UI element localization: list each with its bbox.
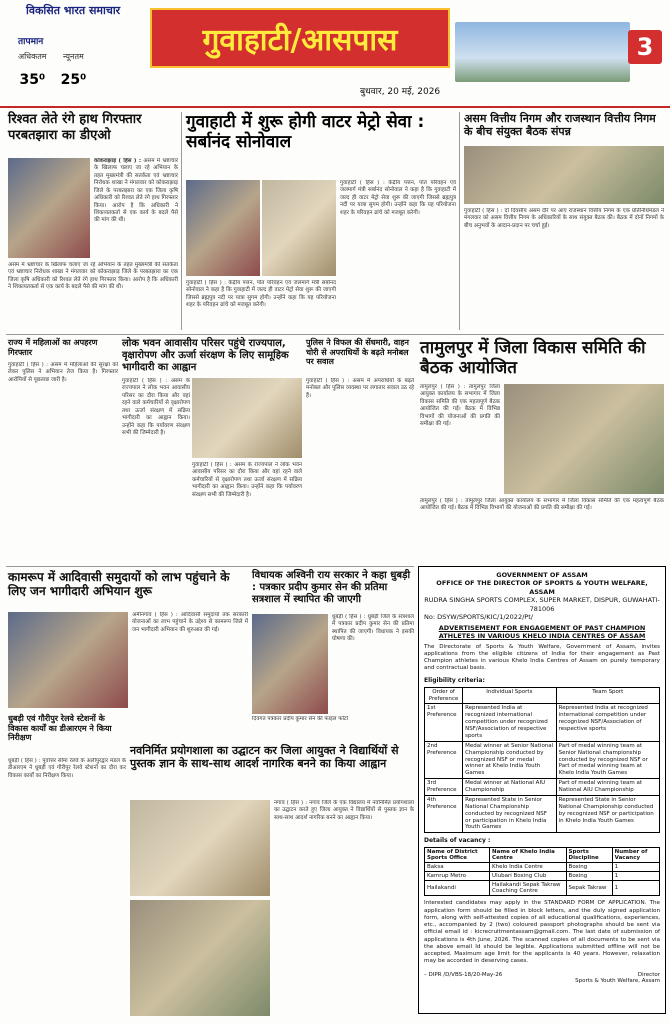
column-rule <box>459 112 460 330</box>
pref-cell: 2nd Preference <box>425 741 463 778</box>
cell: Ulubari Boxing Club <box>490 872 567 881</box>
story-6-headline: पुलिस ने विफल की सेंधमारी, वाहन चोरी से अपराधियों के बढ़ते मनोबल पर सवाल <box>306 338 409 367</box>
ad-footer <box>424 972 660 984</box>
story-11-body: नगांव ( हिंस ) : नगांव जिले के एक विद्यालय में नवनिर्मित प्रयोगशाला का उद्घाटन करते हुए जिला आयुक्त ने विद्यार्थियों से पुस्तक ज्ञान के साथ-साथ आदर्श नागरिक बनने का आह्वान किया। <box>274 800 414 821</box>
cell: Hailakandi <box>425 881 490 896</box>
story-6-body: गुवाहाटी ( हिंस ) : असम में अपराधियों के बढ़ते मनोबल और पुलिस व्यवस्था पर लगातार सवाल उठ रहे हैं। <box>306 378 414 399</box>
temperature-box <box>18 34 136 102</box>
story-11-headline: नवनिर्मित प्रयोगशाला का उद्घाटन कर जिला आयुक्त ने विद्यार्थियों से पुस्तक ज्ञान के साथ-साथ आदर्श नागरिक बनने का किया आह्वान <box>130 744 399 771</box>
ad-signatory-title: Director <box>637 971 660 978</box>
min-temp: 25⁰ <box>60 72 87 88</box>
story-3-photo <box>464 146 664 204</box>
temperature-label: तापमान <box>18 37 44 47</box>
story-5-body: गुवाहाटी ( हिंस ) : असम के राज्यपाल ने लोक भवन आवासीय परिसर का दौरा किया और वहां रहने वाले कर्मचारियों से वृक्षारोपण तथा ऊर्जा संरक्षण में सक्रिय भागीदारी का आह्वान किया। उन्होंने कहा कि पर्यावरण संरक्षण सभी की जिम्मेदारी है। <box>122 378 190 436</box>
section-title: गुवाहाटी/आसपास <box>150 8 450 68</box>
story-3-headline: असम वित्तीय निगम और राजस्थान वित्तीय निगम के बीच संयुक्त बैठक संपन्न <box>464 112 656 139</box>
vac-col-discipline: Sports Discipline <box>566 848 612 863</box>
ind-cell: Medal winner at Senior National Championship conducted by recognized NSF or medal winner at Khelo India Youth Games <box>463 741 557 778</box>
cell: 1 <box>612 881 659 896</box>
eligibility-table <box>424 687 660 834</box>
table-row <box>425 795 660 832</box>
ad-dipr-code: – DIPR /D/VBS-18/20-May-26 <box>424 971 503 978</box>
ad-office: OFFICE OF THE DIRECTOR OF SPORTS & YOUTH WELFARE, ASSAM <box>436 579 648 596</box>
lead-headline: गुवाहाटी में शुरू होगी वाटर मेट्रो सेवा : सर्बानंद सोनोवाल <box>186 112 425 153</box>
ad-eligibility-title: Eligibility criteria: <box>424 676 485 684</box>
story-11-photo-1 <box>130 800 270 896</box>
ad-address: RUDRA SINGHA SPORTS COMPLEX, SUPER MARKET, DISPUR, GUWAHATI- 781006 <box>424 596 660 613</box>
dateline: बुधवार, 20 मई, 2026 <box>360 87 441 97</box>
row-rule <box>6 566 414 567</box>
story-9-caption: दिवंगत पत्रकार प्रदीप कुमार सेन की फाइल फोटो <box>252 716 349 722</box>
ad-closing: Interested candidates may apply in the STANDARD FORM OF APPLICATION. The application form should be filled in block letters, and the duly signed application form, along with self-attested copies of all educational qualifications, experiences, etc., accompanied by 2 (two) coloured passport photographs should be sent via official email id : kicrecruitmentassam@gmail.com. The last date of submission of applications is 4th June, 2026. The scanned copies of all documents to be sent via the above email Id should be legible. Applications submitted offline will not be accepted. Maximum age limit for the applicants is 40 years. However, relaxation may be accorded in deserving cases. <box>424 900 660 965</box>
table-row <box>425 881 660 896</box>
vac-col-number: Number of Vacancy <box>612 848 659 863</box>
story-8-body: अमीनगांव ( हिंस ) : आदिवासी समुदायों तक सरकारी योजनाओं का लाभ पहुंचाने के उद्देश्य से कामरूप जिले में जन भागीदारी अभियान की शुरुआत की गई। <box>132 612 248 633</box>
story-9-body: धुबड़ी ( हिंस ) : धुबड़ी जिले के सत्रशाल में पत्रकार प्रदीप कुमार सेन की प्रतिमा स्थापित की जाएगी। विधायक ने इसकी घोषणा की। <box>332 614 414 643</box>
lead-photo-2 <box>262 180 336 276</box>
ad-ref: No: DSYW/SPORTS/KIC/1/2022/Pt/ <box>424 613 533 622</box>
row-rule <box>6 334 664 335</box>
story-4-headline: राज्य में महिलाओं का अपहरण गिरफ्तार <box>8 338 98 357</box>
max-label: अधिकतम <box>18 52 47 61</box>
pref-cell: 4th Preference <box>425 795 463 832</box>
government-advertisement <box>418 566 666 1014</box>
ad-vacancy-title: Details of vacancy : <box>424 837 491 845</box>
story-11-photo-2 <box>130 900 270 1016</box>
table-row <box>425 779 660 796</box>
cell: Boxing <box>566 863 612 872</box>
story-1-photo <box>8 158 90 258</box>
cell: Baksa <box>425 863 490 872</box>
ad-signatory-dept: Sports & Youth Welfare, Assam <box>575 977 660 984</box>
page-number: 3 <box>628 30 662 64</box>
ind-cell: Medal winner at National AIU Championship <box>463 779 557 796</box>
vacancy-table <box>424 847 660 896</box>
story-1-body: असम में भ्रष्टाचार के खिलाफ चलाए जा रहे अभियान के तहत मुख्यमंत्री की सतर्कता एवं भ्रष्टाचार निरोधक शाखा ने मंगलवार को कोकराझाड़ जिले के परबतझारा का एक जिला कृषि अधिकारी को रिश्वत लेते रंगे हाथ गिरफ्तार किया। आरोप है कि अधिकारी ने शिकायतकर्ता से एक कार्य के बदले पैसे की मांग की थी। <box>94 158 178 224</box>
col-preference: Order of Preference <box>425 687 463 704</box>
pref-cell: 1st Preference <box>425 704 463 741</box>
team-cell: Represented State in Senior National Championship conducted by recognized NSF or participation in Khelo India Youth Games <box>556 795 659 832</box>
min-label: न्यूनतम <box>63 52 84 61</box>
bridge-photo <box>455 22 630 82</box>
team-cell: Represented India at recognized international competition under recognized NSF/Association of respective sports <box>556 704 659 741</box>
ad-intro: The Directorate of Sports & Youth Welfare, Government of Assam, invites applications from the eligible citizens of India for their engagement as Past Champion athletes in various Khelo India Centres of Assam on purely temporary and contractual basis. <box>424 643 660 672</box>
ad-title: ADVERTISEMENT FOR ENGAGEMENT OF PAST CHAMPION ATHLETES IN VARIOUS KHELO INDIA CENTRES OF ASSAM <box>438 623 646 640</box>
brand-name: विकसित भारत समाचार <box>26 4 121 17</box>
cell: 1 <box>612 872 659 881</box>
ad-gov: GOVERNMENT OF ASSAM <box>496 571 588 579</box>
story-8-photo <box>8 612 128 708</box>
cell: Boxing <box>566 872 612 881</box>
vac-col-district: Name of District Sports Office <box>425 848 490 863</box>
story-7-body-cont: तामुलपुर ( हिंस ) : तामुलपुर जिला आयुक्त कार्यालय के सभागार में जिला विकास समिति की एक महत्वपूर्ण बैठक आयोजित की गई। बैठक में विभिन्न विभागों की योजनाओं की प्रगति की समीक्षा की गई। <box>420 498 664 512</box>
story-10-body: धुबड़ी ( हिंस ) : पूर्वोत्तर सीमा रेलवे के अलीपुरद्वार मंडल के डीआरएम ने धुबड़ी एवं गौरीपुर रेलवे स्टेशनों का दौरा कर विकास कार्यों का निरीक्षण किया। <box>8 758 126 779</box>
story-5-headline: लोक भवन आवासीय परिसर पहुंचे राज्यपाल, वृक्षारोपण और ऊर्जा संरक्षण के लिए सामूहिक भागीदारी का आह्वान <box>122 338 289 373</box>
pref-cell: 3rd Preference <box>425 779 463 796</box>
ind-cell: Represented India at recognized international competition under recognized NSF/Association of respective sports <box>463 704 557 741</box>
col-team: Team Sport <box>556 687 659 704</box>
story-10-headline: धुबड़ी एवं गौरीपुर रेलवे स्टेशनों के विकास कार्यों का डीआरएम ने किया निरीक्षण <box>8 714 112 743</box>
story-5-body-cont: गुवाहाटी ( हिंस ) : असम के राज्यपाल ने लोक भवन आवासीय परिसर का दौरा किया और वहां रहने वाले कर्मचारियों से वृक्षारोपण तथा ऊर्जा संरक्षण में सक्रिय भागीदारी का आह्वान किया। उन्होंने कहा कि पर्यावरण संरक्षण सभी की जिम्मेदारी है। <box>192 462 302 498</box>
cell: Hailakandi Sepak Takraw Coaching Centre <box>490 881 567 896</box>
table-row <box>425 741 660 778</box>
story-8-headline: कामरूप में आदिवासी समुदायों को लाभ पहुंचाने के लिए जन भागीदारी अभियान शुरू <box>8 570 230 599</box>
max-temp: 35⁰ <box>19 72 46 88</box>
story-1-body-cont: असम में भ्रष्टाचार के खिलाफ चलाए जा रहे अभियान के तहत मुख्यमंत्री की सतर्कता एवं भ्रष्टाचार निरोधक शाखा ने मंगलवार को कोकराझाड़ जिले के परबतझारा का एक जिला कृषि अधिकारी को रिश्वत लेते रंगे हाथ गिरफ्तार किया। आरोप है कि अधिकारी ने शिकायतकर्ता से एक कार्य के बदले पैसे की मांग की थी। <box>8 262 178 291</box>
story-1-headline: रिश्वत लेते रंगे हाथ गिरफ्तार परबतझारा का डीएओ <box>8 112 142 143</box>
lead-body-cont: गुवाहाटी ( हिंस ) : केंद्रीय पत्तन, पोत परिवहन एवं जलमार्ग मंत्री सर्बानंद सोनोवाल ने कहा है कि गुवाहाटी में जल्द ही वाटर मेट्रो सेवा शुरू की जाएगी जिससे ब्रह्मपुत्र नदी पर यात्रा सुगम होगी। उन्होंने कहा कि यह परियोजना शहर के परिवहन ढांचे को मजबूत करेगी। <box>340 180 456 216</box>
masthead <box>0 0 670 108</box>
story-3-body: गुवाहाटी ( हिंस ) : दो दिवसीय असम दौरे पर आए राजस्थान वित्तीय निगम के एक प्रतिनिधिमंडल ने मंगलवार को असम वित्तीय निगम के अधिकारियों के साथ संयुक्त बैठक की। बैठक में दोनों निगमों के बीच अनुभवों के आदान-प्रदान पर चर्चा हुई। <box>464 208 664 229</box>
story-4-body: गुवाहाटी ( हिंस ) : असम में महिलाओं की सुरक्षा को लेकर पुलिस ने अभियान तेज किया है। गिरफ्तार आरोपियों से पूछताछ जारी है। <box>8 362 118 383</box>
story-5-photo <box>192 378 302 458</box>
story-9-headline: विधायक अश्विनी राय सरकार ने कहा धुबड़ी : पत्रकार प्रदीप कुमार सेन की प्रतिमा सत्रशाल में स्थापित की जाएगी <box>252 570 411 605</box>
ind-cell: Represented State in Senior National Championship conducted by recognized NSF or participation in Khelo India Youth Games <box>463 795 557 832</box>
vac-col-centre: Name of Khelo India Centre <box>490 848 567 863</box>
team-cell: Part of medal winning team at Senior National championship conducted by recognized NSF or Part of medal winning team at Khelo India Youth Games <box>556 741 659 778</box>
column-rule <box>181 112 182 330</box>
cell: 1 <box>612 863 659 872</box>
story-9-photo <box>252 614 328 714</box>
table-row <box>425 872 660 881</box>
col-individual: Individual Sports <box>463 687 557 704</box>
cell: Sepak Takraw <box>566 881 612 896</box>
lead-body: गुवाहाटी ( हिंस ) : केंद्रीय पत्तन, पोत परिवहन एवं जलमार्ग मंत्री सर्बानंद सोनोवाल ने कहा है कि गुवाहाटी में जल्द ही वाटर मेट्रो सेवा शुरू की जाएगी जिससे ब्रह्मपुत्र नदी पर यात्रा सुगम होगी। उन्होंने कहा कि यह परियोजना शहर के परिवहन ढांचे को मजबूत करेगी। <box>186 280 336 309</box>
lead-photo-1 <box>186 180 260 276</box>
table-row <box>425 704 660 741</box>
team-cell: Part of medal winning team at National AIU Championship <box>556 779 659 796</box>
story-1-place: कोकराझाड़ ( हिंस ) : <box>94 158 142 164</box>
story-7-body: तामुलपुर ( हिंस ) : तामुलपुर जिला आयुक्त कार्यालय के सभागार में जिला विकास समिति की एक महत्वपूर्ण बैठक आयोजित की गई। बैठक में विभिन्न विभागों की योजनाओं की प्रगति की समीक्षा की गई। <box>420 384 500 428</box>
story-7-photo <box>504 384 664 494</box>
cell: Kamrup Metro <box>425 872 490 881</box>
cell: Khelo India Centre <box>490 863 567 872</box>
story-7-headline: तामुलपुर में जिला विकास समिति की बैठक आयोजित <box>420 338 646 379</box>
table-row <box>425 863 660 872</box>
